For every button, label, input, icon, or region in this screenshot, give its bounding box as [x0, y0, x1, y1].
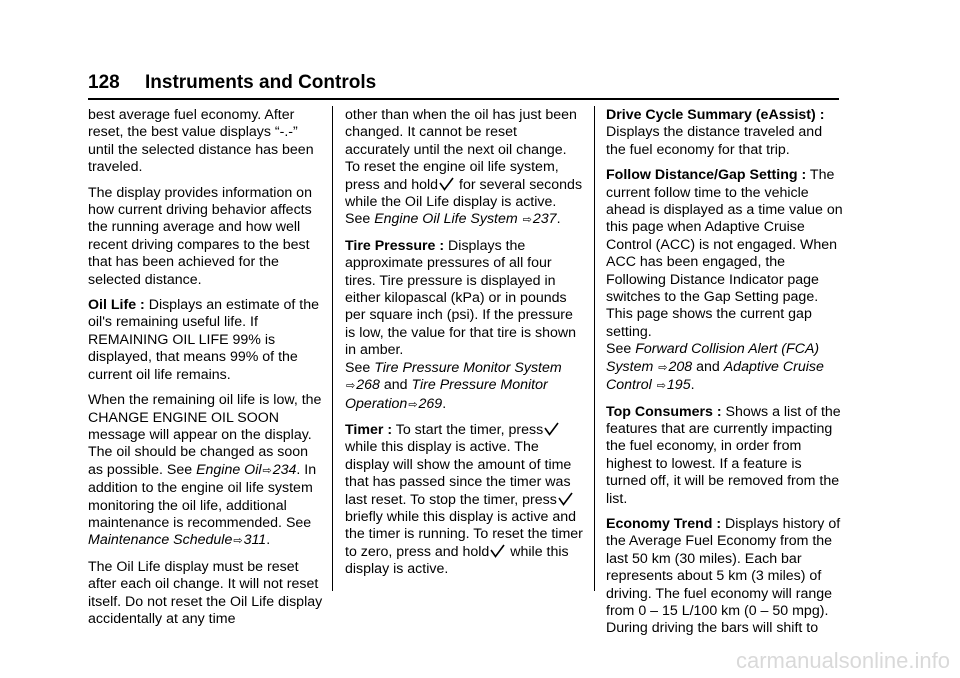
- page-ref[interactable]: 268: [356, 377, 380, 394]
- column-divider: [332, 106, 333, 591]
- term-follow-distance: Follow Distance/Gap Setting :: [606, 167, 807, 184]
- paragraph: Economy Trend : Displays history of the Average Fuel Economy from the last 50 km (30 miles). Each bar represents about 5 km (3 miles) of driving. The fuel economy will range from 0 – 15 L/100 km (0 – 50 mpg). During driving the bars will shift to: [606, 515, 841, 637]
- page-ref-arrow-icon: ⇨: [233, 535, 243, 548]
- checkmark-icon: [558, 492, 573, 506]
- column-3: [606, 107, 844, 638]
- page-ref[interactable]: 208: [668, 358, 693, 375]
- paragraph: Top Consumers : Shows a list of the features that are currently impacting the fuel economy, in order from highest to lowest. If a feature is turned off, it will be removed from the list.: [606, 403, 841, 507]
- page-ref-arrow-icon: ⇨: [658, 361, 668, 374]
- column-2: [345, 107, 583, 579]
- paragraph: The Oil Life display must be reset after each oil change. It will not reset itself. Do not reset the Oil Life display accidentally at any time: [88, 558, 323, 627]
- checkmark-icon: [544, 422, 559, 436]
- page-ref[interactable]: 234: [272, 461, 297, 478]
- header-rule: [88, 98, 839, 100]
- section-title: Instruments and Controls: [145, 72, 377, 93]
- term-drive-cycle-summary: Drive Cycle Summary (eAssist) :: [606, 107, 825, 123]
- page-ref[interactable]: 237: [532, 211, 557, 228]
- checkmark-icon: [439, 177, 454, 191]
- cross-reference[interactable]: Tire Pressure Monitor Operation: [345, 377, 548, 412]
- term-economy-trend: Economy Trend :: [606, 515, 722, 532]
- cross-reference[interactable]: Adaptive Cruise Control: [606, 358, 824, 394]
- page-ref-arrow-icon: ⇨: [262, 464, 272, 477]
- paragraph: Oil Life : Displays an estimate of the oil's remaining useful life. If REMAINING OIL LIFE 99% is displayed, that means 99% of the current oil life remains.: [88, 297, 320, 383]
- page-ref[interactable]: 269: [418, 395, 443, 412]
- term-tire-pressure: Tire Pressure :: [345, 237, 445, 254]
- column-divider: [594, 106, 595, 591]
- page-number: 128: [88, 72, 120, 93]
- term-timer: Timer :: [345, 421, 393, 438]
- cross-reference[interactable]: Forward Collision Alert (FCA) System: [606, 341, 820, 375]
- page-ref-arrow-icon: ⇨: [346, 380, 356, 393]
- page-ref[interactable]: 195: [666, 377, 691, 394]
- paragraph: Drive Cycle Summary (eAssist) : Displays the distance traveled and the fuel economy for that trip.: [606, 107, 825, 158]
- paragraph: When the remaining oil life is low, the CHANGE ENGINE OIL SOON message will appear on the display. The oil should be changed as soon as possible. See Engine Oil⇨234. In addition to the engine oil life system monitoring the oil life, additional maintenance is recommended. See Maintenance Schedule⇨311.: [88, 392, 322, 549]
- paragraph: Follow Distance/Gap Setting : The current follow time to the vehicle ahead is displayed as a time value on this page when Adaptive Cruise Control (ACC) is not engaged. When ACC has been engaged, the Following Distance Indicator page switches to the Gap Setting page. This page shows the current gap setting. See Forward Collision Alert (FCA) System ⇨208 and Adaptive Cruise Control ⇨195.: [606, 167, 843, 394]
- term-top-consumers: Top Consumers :: [606, 403, 722, 420]
- page-ref-arrow-icon: ⇨: [408, 398, 418, 411]
- page-ref-arrow-icon: ⇨: [656, 380, 666, 393]
- cross-reference[interactable]: Maintenance Schedule: [88, 532, 233, 549]
- paragraph: other than when the oil has just been changed. It cannot be reset accurately until the next oil change. To reset the engine oil life system, press and hold for several seconds while the Oil Life display is active. See Engine Oil Life System ⇨237.: [345, 107, 583, 228]
- paragraph: The display provides information on how current driving behavior affects the running average and how well recent driving compares to the best that has been achieved for the selected distance.: [88, 184, 312, 288]
- checkmark-icon: [490, 544, 505, 558]
- cross-reference[interactable]: Engine Oil Life System: [374, 211, 518, 228]
- cross-reference[interactable]: Engine Oil: [196, 461, 262, 478]
- paragraph: Timer : To start the timer, press while this display is active. The display will show the amount of time that has passed since the timer was last reset. To stop the timer, press briefly while this display is active and the timer is running. To reset the timer to zero, press and hold while this display is active.: [345, 421, 583, 578]
- cross-reference[interactable]: Tire Pressure Monitor System: [374, 359, 562, 376]
- column-1: [88, 107, 326, 628]
- term-oil-life: Oil Life :: [88, 297, 145, 314]
- paragraph: Tire Pressure : Displays the approximate pressures of all four tires. Tire pressure is displayed in either kilopascal (kPa) or in pounds per square inch (psi). If the pressure is low, the value for that tire is shown in amber. See Tire Pressure Monitor System ⇨268 and Tire Pressure Monitor Operation⇨269.: [345, 237, 577, 412]
- page-ref[interactable]: 311: [243, 532, 267, 549]
- watermark: carmanualsonline.info: [735, 648, 950, 673]
- page-ref-arrow-icon: ⇨: [522, 214, 532, 227]
- paragraph: best average fuel economy. After reset, the best value displays “-.-” until the selected distance has been traveled.: [88, 107, 314, 176]
